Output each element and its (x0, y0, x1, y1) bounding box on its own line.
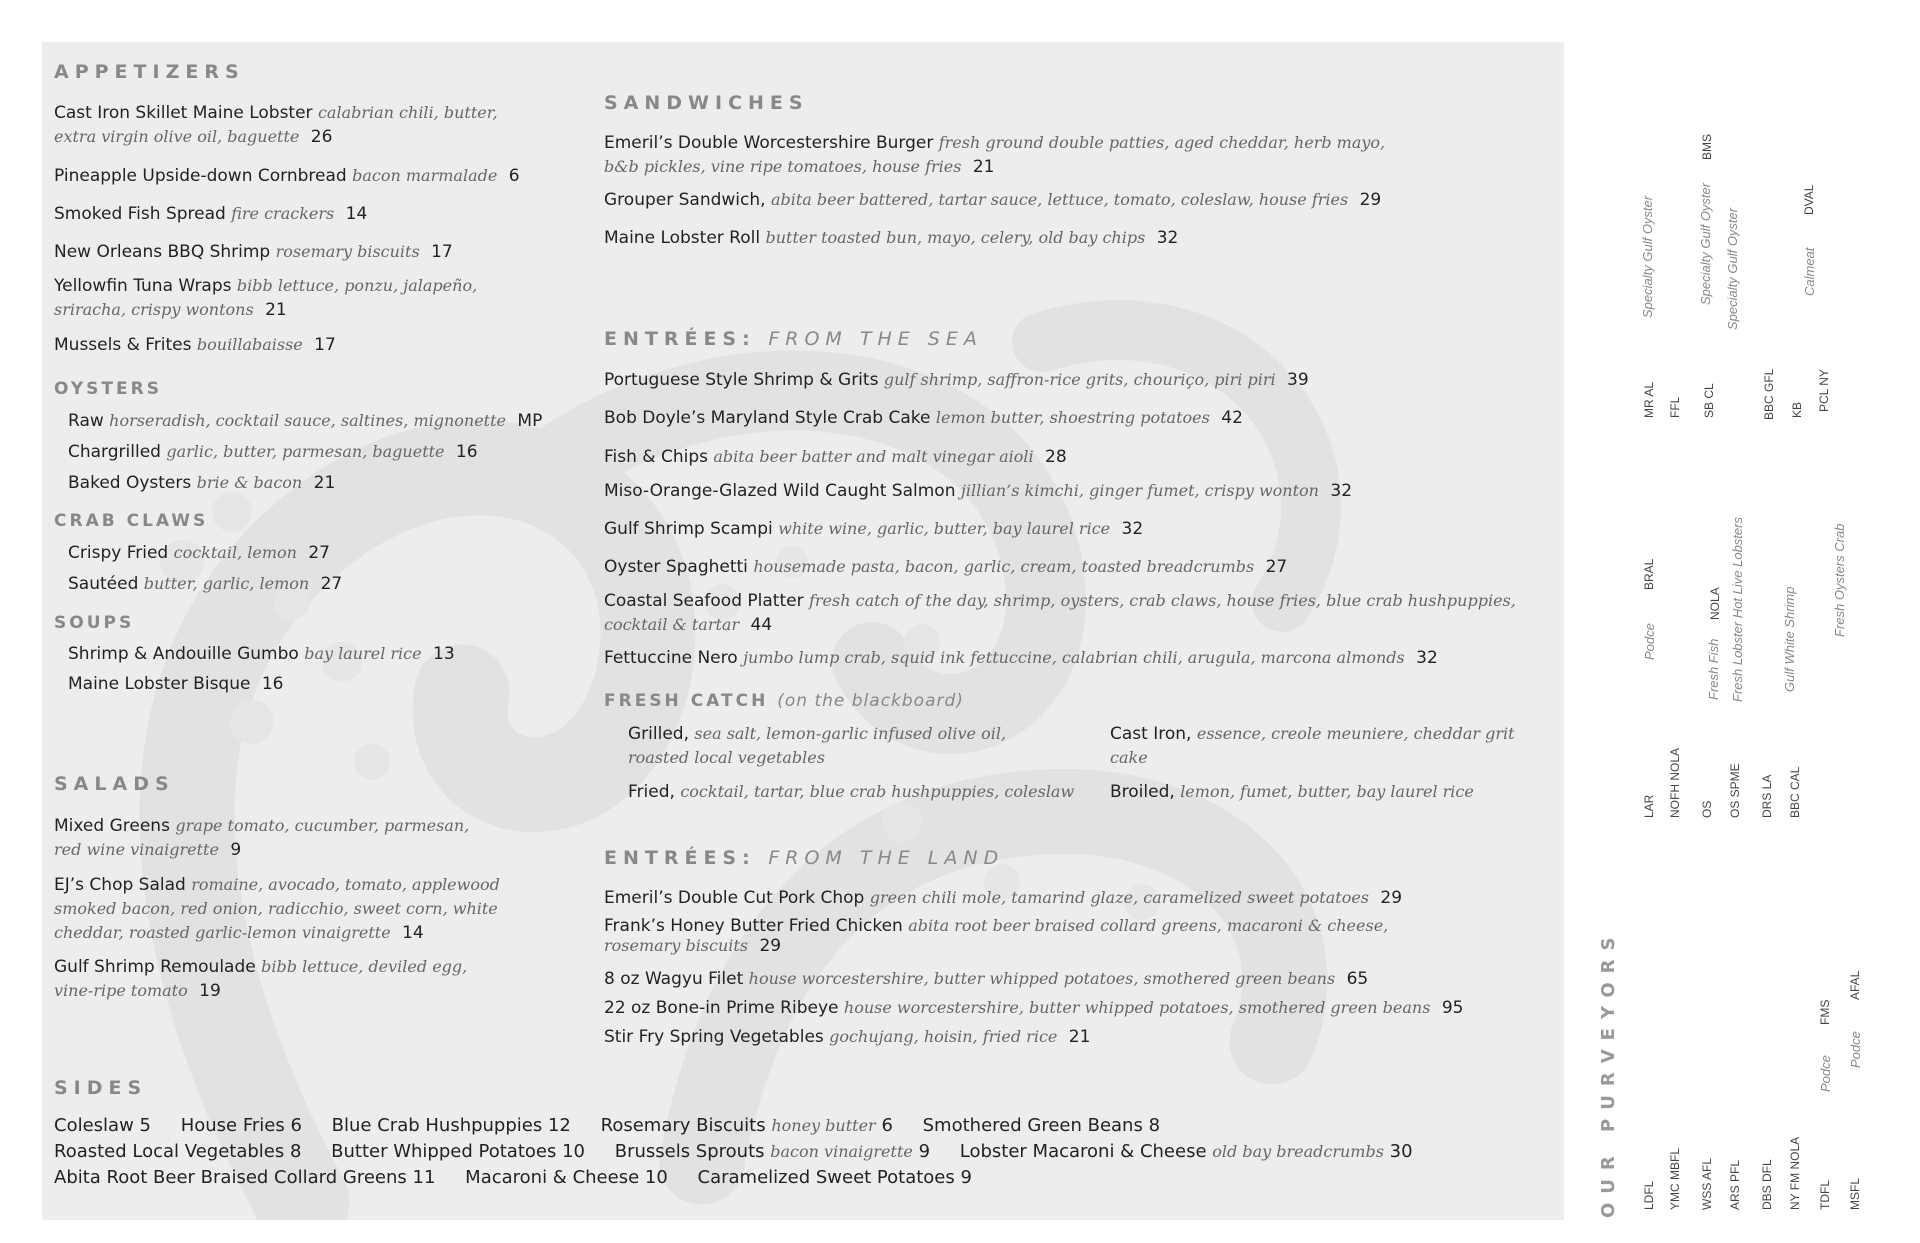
item-name: Baked Oysters (68, 473, 192, 493)
item-price: 6 (508, 166, 520, 186)
menu-item (604, 1025, 1090, 1049)
item-price: 95 (1441, 998, 1464, 1018)
item-desc: bacon marmalade (352, 166, 498, 185)
item-price: 42 (1221, 408, 1243, 428)
side-name: Roasted Local Vegetables (54, 1141, 285, 1162)
side-price: 9 (960, 1167, 972, 1188)
heading-main: ENTRÉES: (604, 328, 756, 350)
item-desc: green chili mole, tamarind glaze, caramelized sweet potatoes (869, 888, 1370, 907)
sides-row (54, 1167, 972, 1188)
menu-item (604, 188, 1381, 212)
purveyor-code: WSS AFL (1700, 1157, 1714, 1210)
menu-item (628, 780, 1074, 804)
item-desc: bibb lettuce, ponzu, jalapeño, (236, 276, 478, 295)
menu-item (54, 814, 469, 862)
purveyor-code: LAR (1642, 794, 1656, 818)
purveyor-code: FMS (1818, 999, 1832, 1025)
item-name: Grouper Sandwich, (604, 190, 766, 210)
menu-item (68, 572, 342, 596)
item-price: 27 (320, 574, 343, 594)
item-price: 32 (1121, 519, 1144, 539)
menu-item (604, 131, 1385, 179)
side-desc: bacon vinaigrette (770, 1142, 913, 1161)
menu-item (604, 368, 1309, 392)
item-desc: rosemary biscuits (275, 242, 420, 261)
side-price: 9 (918, 1141, 931, 1162)
item-name: Oyster Spaghetti (604, 557, 748, 577)
item-desc: grape tomato, cucumber, parmesan, (175, 816, 470, 835)
item-price: 21 (265, 300, 287, 320)
purveyor-label: Podce (1642, 623, 1657, 660)
item-name: Gulf Shrimp Scampi (604, 519, 773, 539)
sandwiches-heading: SANDWICHES (604, 92, 809, 114)
menu-item (604, 517, 1143, 541)
item-desc: romaine, avocado, tomato, applewood (191, 875, 500, 894)
item-desc: housemade pasta, bacon, garlic, cream, toasted breadcrumbs (753, 557, 1255, 576)
item-desc: brie & bacon (196, 473, 303, 492)
menu-item (68, 673, 284, 696)
item-desc: bouillabaisse (196, 335, 303, 354)
purveyor-code: BRAL (1642, 558, 1656, 590)
side-name: Brussels Sprouts (614, 1141, 765, 1162)
item-desc: butter toasted bun, mayo, celery, old bay chips (765, 228, 1146, 247)
purveyors-heading: OUR PURVEYORS (1598, 928, 1619, 1218)
menu-item (68, 642, 455, 666)
purveyor-code: DVAL (1802, 184, 1816, 215)
purveyor-code: OS (1700, 800, 1714, 818)
item-name: Sautéed (68, 574, 139, 594)
crab-claws-heading: CRAB CLAWS (54, 511, 209, 531)
item-desc: jillian’s kimchi, ginger fumet, crispy wonton (960, 481, 1319, 500)
item-desc: sea salt, lemon-garlic infused olive oil, (694, 724, 1007, 743)
purveyor-code: TDFL (1818, 1180, 1832, 1210)
item-desc: vine-ripe tomato (54, 981, 188, 1000)
item-desc: fresh catch of the day, shrimp, oysters, crab claws, house fries, blue crab hushpuppies, (808, 591, 1516, 610)
purveyor-code: BBC CAL (1788, 766, 1802, 818)
item-price: 21 (972, 157, 995, 177)
side-price: 30 (1389, 1141, 1413, 1162)
item-price: 26 (310, 127, 333, 147)
item-desc: house worcestershire, butter whipped potatoes, smothered green beans (748, 969, 1336, 988)
item-name: Emeril’s Double Cut Pork Chop (604, 888, 865, 908)
item-desc: essence, creole meuniere, cheddar grit (1196, 724, 1515, 743)
purveyor-code: AFAL (1848, 970, 1862, 1000)
purveyor-label: Fresh Lobster Hot Live Lobsters (1730, 517, 1745, 702)
purveyor-code: ARS PFL (1728, 1159, 1742, 1210)
item-price: 19 (199, 981, 221, 1001)
menu-item (54, 873, 500, 945)
purveyor-code: MR AL (1642, 381, 1656, 418)
menu-item (68, 541, 330, 565)
item-desc: cocktail & tartar (604, 615, 740, 634)
item-desc: horseradish, cocktail sauce, saltines, mignonette (109, 411, 507, 430)
menu-item (604, 646, 1438, 670)
side-name: Butter Whipped Potatoes (331, 1141, 557, 1162)
heading-main: ENTRÉES: (604, 847, 756, 869)
side-price: 6 (290, 1115, 302, 1136)
item-price: 16 (455, 442, 478, 462)
sides-heading: SIDES (54, 1077, 148, 1099)
menu-item (54, 202, 367, 226)
item-desc: lemon, fumet, butter, bay laurel rice (1180, 782, 1474, 801)
purveyor-label: Podce (1818, 1055, 1833, 1092)
side-name: Rosemary Biscuits (600, 1115, 766, 1136)
side-name: Macaroni & Cheese (465, 1167, 640, 1188)
item-name: Fettuccine Nero (604, 648, 738, 668)
item-name: Coastal Seafood Platter (604, 591, 804, 611)
item-name: Stir Fry Spring Vegetables (604, 1027, 824, 1047)
item-price: 65 (1346, 969, 1369, 989)
side-name: House Fries (180, 1115, 285, 1136)
menu-item (628, 722, 1006, 770)
item-desc: garlic, butter, parmesan, baguette (166, 442, 445, 461)
heading-subtitle: FROM THE SEA (768, 328, 983, 350)
item-name: Pineapple Upside-down Cornbread (54, 166, 347, 186)
item-desc: abita beer battered, tartar sauce, lettuce, tomato, coleslaw, house fries (770, 190, 1349, 209)
item-name: Fish & Chips (604, 447, 708, 467)
side-price: 12 (547, 1115, 571, 1136)
item-name: Cast Iron Skillet Maine Lobster (54, 103, 313, 123)
item-name: Smoked Fish Spread (54, 204, 226, 224)
purveyor-label: Specialty Gulf Oyster (1725, 207, 1740, 330)
soups-heading: SOUPS (54, 613, 135, 633)
side-price: 8 (289, 1141, 302, 1162)
purveyor-label: Gulf White Shrimp (1782, 586, 1797, 692)
item-desc: extra virgin olive oil, baguette (54, 127, 300, 146)
purveyor-label: Specialty Gulf Oyster (1698, 182, 1713, 305)
item-desc: sriracha, crispy wontons (54, 300, 254, 319)
item-price: 16 (261, 674, 284, 694)
menu-item (604, 916, 1388, 956)
item-desc: bay laurel rice (304, 644, 422, 663)
purveyor-label: Fresh Fish (1706, 638, 1721, 700)
side-price: 10 (644, 1167, 668, 1188)
purveyor-code: NY FM NOLA (1788, 1136, 1802, 1210)
appetizers-heading: APPETIZERS (54, 61, 245, 83)
item-name: New Orleans BBQ Shrimp (54, 242, 271, 262)
item-price: 39 (1287, 370, 1309, 390)
item-name: Shrimp & Andouille Gumbo (68, 644, 299, 664)
menu-item (604, 479, 1352, 503)
entrees-sea-heading (604, 328, 983, 350)
menu-item (68, 440, 478, 464)
item-name: Gulf Shrimp Remoulade (54, 957, 256, 977)
purveyor-code: BMS (1700, 133, 1714, 160)
purveyor-label: Podce (1848, 1031, 1863, 1068)
purveyor-code: MSFL (1848, 1177, 1862, 1210)
purveyor-code: OS SPME (1728, 763, 1742, 818)
purveyor-code: SB CL (1702, 383, 1716, 418)
menu-item (54, 101, 498, 149)
item-price: 21 (313, 473, 336, 493)
item-price: 29 (1359, 190, 1382, 210)
menu-item (604, 996, 1463, 1020)
item-desc: cocktail, lemon (173, 543, 297, 562)
side-price: 10 (562, 1141, 585, 1162)
item-desc: roasted local vegetables (628, 748, 825, 767)
menu-item (54, 274, 477, 322)
menu-item (604, 445, 1067, 469)
menu-item (54, 164, 520, 188)
menu-item (1110, 722, 1515, 770)
item-desc: butter, garlic, lemon (143, 574, 310, 593)
item-price: 32 (1156, 228, 1179, 248)
side-desc: honey butter (771, 1116, 876, 1135)
purveyor-code: KB (1790, 401, 1804, 418)
purveyor-code: NOLA (1708, 587, 1722, 620)
item-price: 21 (1068, 1027, 1091, 1047)
purveyor-code: BBC GFL (1762, 368, 1776, 420)
item-price: 32 (1416, 648, 1438, 668)
heading-subtitle: (on the blackboard) (777, 691, 964, 711)
item-price: 32 (1330, 481, 1353, 501)
menu-item (1110, 780, 1474, 804)
heading-main: FRESH CATCH (604, 691, 769, 711)
menu-item (68, 471, 335, 495)
sides-row (54, 1115, 1160, 1136)
fresh-catch-heading (604, 691, 964, 711)
side-name: Blue Crab Hushpuppies (331, 1115, 543, 1136)
menu-item (54, 240, 453, 264)
item-desc: b&b pickles, vine ripe tomatoes, house fries (604, 157, 962, 176)
heading-subtitle: FROM THE LAND (768, 847, 1005, 869)
purveyor-label: Calmeat (1802, 247, 1817, 296)
oysters-heading: OYSTERS (54, 379, 162, 399)
item-price: 44 (750, 615, 773, 635)
item-name: Miso-Orange-Glazed Wild Caught Salmon (604, 481, 956, 501)
purveyor-label: Specialty Gulf Oyster (1640, 195, 1655, 318)
item-name: Maine Lobster Bisque (68, 674, 251, 694)
item-name: Broiled, (1110, 782, 1175, 802)
entrees-land-heading (604, 847, 1004, 869)
item-price: 14 (345, 204, 368, 224)
purveyor-code: DBS DFL (1760, 1159, 1774, 1210)
item-name: Mussels & Frites (54, 335, 192, 355)
sides-row (54, 1141, 1413, 1162)
purveyor-code: LDFL (1642, 1180, 1656, 1210)
item-name: Grilled, (628, 724, 689, 744)
item-desc: smoked bacon, red onion, radicchio, sweet corn, white (54, 899, 498, 918)
menu-item (604, 555, 1287, 579)
item-desc: lemon butter, shoestring potatoes (935, 408, 1210, 427)
item-price: 17 (314, 335, 336, 355)
item-name: Emeril’s Double Worcestershire Burger (604, 133, 934, 153)
item-price: 29 (759, 936, 782, 956)
item-price: MP (517, 411, 543, 431)
item-name: 8 oz Wagyu Filet (604, 969, 744, 989)
item-desc: jumbo lump crab, squid ink fettuccine, calabrian chili, arugula, marcona almonds (743, 648, 1405, 667)
purveyor-code: PCL NY (1817, 369, 1831, 412)
purveyor-code: DRS LA (1760, 774, 1774, 818)
side-price: 11 (412, 1167, 436, 1188)
item-desc: gochujang, hoisin, fried rice (829, 1027, 1058, 1046)
item-name: Raw (68, 411, 104, 431)
item-name: Frank’s Honey Butter Fried Chicken (604, 916, 903, 936)
item-name: Yellowfin Tuna Wraps (54, 276, 232, 296)
item-name: Fried, (628, 782, 675, 802)
menu-item (604, 589, 1516, 637)
item-name: Portuguese Style Shrimp & Grits (604, 370, 879, 390)
item-desc: cheddar, roasted garlic-lemon vinaigrette (54, 923, 391, 942)
menu-item (54, 955, 467, 1003)
item-desc: abita root beer braised collard greens, macaroni & cheese, (908, 916, 1389, 935)
item-name: Mixed Greens (54, 816, 170, 836)
item-desc: white wine, garlic, butter, bay laurel rice (778, 519, 1111, 538)
item-name: Cast Iron, (1110, 724, 1192, 744)
item-price: 13 (433, 644, 455, 664)
item-desc: cake (1110, 748, 1148, 767)
item-price: 28 (1045, 447, 1067, 467)
item-price: 9 (230, 840, 242, 860)
side-name: Caramelized Sweet Potatoes (697, 1167, 955, 1188)
menu-item (604, 886, 1402, 910)
item-desc: gulf shrimp, saffron-rice grits, chouriço, piri piri (883, 370, 1276, 389)
item-name: Crispy Fried (68, 543, 169, 563)
item-price: 14 (402, 923, 424, 943)
menu-item (604, 406, 1243, 430)
side-name: Smothered Green Beans (922, 1115, 1143, 1136)
item-desc: bibb lettuce, deviled egg, (261, 957, 468, 976)
item-price: 29 (1380, 888, 1403, 908)
item-name: Maine Lobster Roll (604, 228, 761, 248)
item-price: 17 (431, 242, 453, 262)
side-price: 5 (139, 1115, 151, 1136)
menu-item (54, 333, 336, 357)
item-name: 22 oz Bone-in Prime Ribeye (604, 998, 839, 1018)
item-desc: fresh ground double patties, aged cheddar, herb mayo, (938, 133, 1386, 152)
item-desc: calabrian chili, butter, (317, 103, 498, 122)
side-price: 6 (881, 1115, 893, 1136)
side-desc: old bay breadcrumbs (1212, 1142, 1384, 1161)
item-desc: red wine vinaigrette (54, 840, 219, 859)
item-desc: fire crackers (231, 204, 335, 223)
side-price: 8 (1148, 1115, 1161, 1136)
menu-item (604, 226, 1178, 250)
side-name: Coleslaw (54, 1115, 134, 1136)
salads-heading: SALADS (54, 773, 175, 795)
side-name: Lobster Macaroni & Cheese (959, 1141, 1207, 1162)
item-price: 27 (308, 543, 330, 563)
purveyor-code: NOFH NOLA (1668, 747, 1682, 818)
purveyor-code: YMC MBFL (1668, 1147, 1682, 1210)
item-desc: house worcestershire, butter whipped potatoes, smothered green beans (843, 998, 1431, 1017)
item-desc: rosemary biscuits (604, 936, 749, 955)
side-name: Abita Root Beer Braised Collard Greens (54, 1167, 407, 1188)
item-price: 27 (1265, 557, 1288, 577)
item-desc: cocktail, tartar, blue crab hushpuppies, coleslaw (680, 782, 1075, 801)
item-name: Bob Doyle’s Maryland Style Crab Cake (604, 408, 931, 428)
item-desc: abita beer batter and malt vinegar aioli (713, 447, 1034, 466)
menu-item (604, 967, 1368, 991)
item-name: Chargrilled (68, 442, 161, 462)
menu-item (68, 409, 542, 433)
purveyor-code: FFL (1668, 396, 1682, 418)
purveyor-label: Fresh Oysters Crab (1832, 523, 1847, 637)
item-name: EJ’s Chop Salad (54, 875, 186, 895)
